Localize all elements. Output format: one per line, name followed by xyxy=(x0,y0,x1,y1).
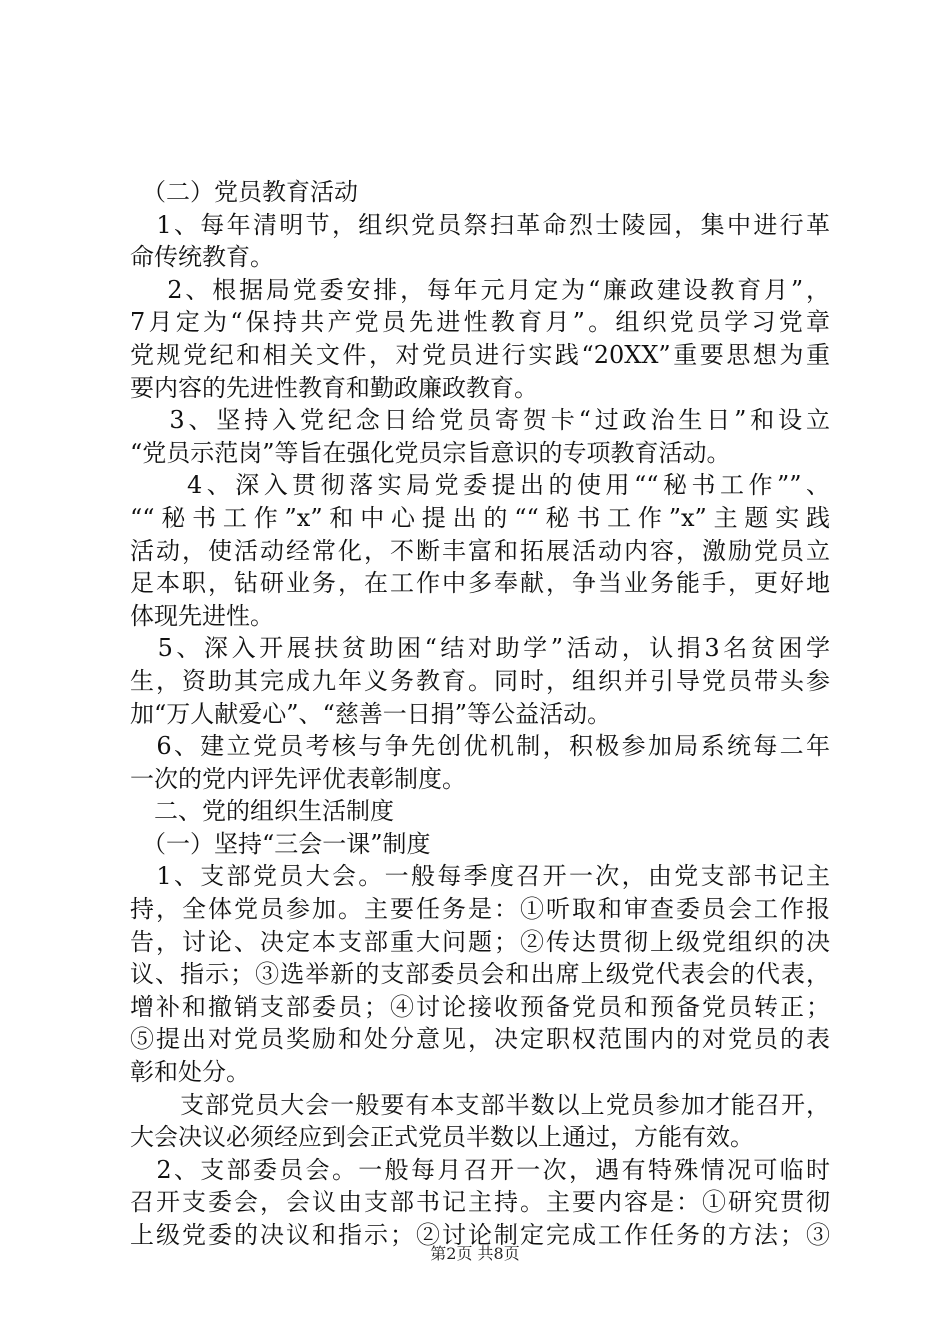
text-line: 告，讨论、决定本支部重大问题；②传达贯彻上级党组织的决 xyxy=(130,927,830,956)
text-line: 4、深入贯彻落实局党委提出的使用““秘书工作””、 xyxy=(130,471,830,500)
text-line: ““秘书工作”x”和中心提出的““秘书工作”x”主题实践 xyxy=(130,503,830,532)
text-line: 活动，使活动经常化，不断丰富和拓展活动内容，激励党员立 xyxy=(130,536,830,565)
text-line: （二）党员教育活动 xyxy=(130,178,358,206)
text-line: 增补和撤销支部委员；④讨论接收预备党员和预备党员转正； xyxy=(130,992,830,1021)
text-line: 1、支部党员大会。一般每季度召开一次，由党支部书记主 xyxy=(130,862,830,891)
text-line: 支部党员大会一般要有本支部半数以上党员参加才能召开， xyxy=(130,1090,830,1119)
text-line: 5、深入开展扶贫助困“结对助学”活动，认捐3名贫困学 xyxy=(130,634,830,663)
text-line: ⑤提出对党员奖励和处分意见，决定职权范围内的对党员的表 xyxy=(130,1025,830,1054)
text-line: 1、每年清明节，组织党员祭扫革命烈士陵园，集中进行革 xyxy=(130,210,830,239)
text-line: 一次的党内评先评优表彰制度。 xyxy=(130,764,466,793)
text-line: 6、建立党员考核与争先创优机制，积极参加局系统每二年 xyxy=(130,732,830,761)
text-line: 上级党委的决议和指示；②讨论制定完成工作任务的方法；③ xyxy=(130,1221,830,1249)
text-line: 议、指示；③选举新的支部委员会和出席上级党代表会的代表， xyxy=(130,960,830,989)
text-line: 3、坚持入党纪念日给党员寄贺卡“过政治生日”和设立 xyxy=(130,406,830,435)
text-line: 持，全体党员参加。主要任务是：①听取和审查委员会工作报 xyxy=(130,895,830,924)
text-line: 命传统教育。 xyxy=(130,243,274,272)
text-line: 加“万人献爱心”、“慈善一日捐”等公益活动。 xyxy=(130,699,612,728)
text-line: 2、支部委员会。一般每月召开一次，遇有特殊情况可临时 xyxy=(130,1155,830,1184)
text-line: 体现先进性。 xyxy=(130,601,274,630)
text-line: （一）坚持“三会一课”制度 xyxy=(130,829,431,858)
text-line: 2、根据局党委安排，每年元月定为“廉政建设教育月”， xyxy=(130,275,830,304)
text-line: 生，资助其完成九年义务教育。同时，组织并引导党员带头参 xyxy=(130,666,830,695)
page-footer: 第2页 共8页 xyxy=(430,1244,520,1263)
document-body xyxy=(130,176,830,1252)
text-line: 召开支委会，会议由支部书记主持。主要内容是：①研究贯彻 xyxy=(130,1188,830,1217)
text-line: “党员示范岗”等旨在强化党员宗旨意识的专项教育活动。 xyxy=(130,438,731,467)
text-line: 足本职，钻研业务，在工作中多奉献，争当业务能手，更好地 xyxy=(130,569,830,598)
text-line: 二、党的组织生活制度 xyxy=(130,797,394,826)
text-line: 党规党纪和相关文件，对党员进行实践“20XX”重要思想为重 xyxy=(130,340,830,369)
text-line: 彰和处分。 xyxy=(130,1058,250,1087)
text-line: 大会决议必须经应到会正式党员半数以上通过，方能有效。 xyxy=(130,1123,754,1152)
text-line: 要内容的先进性教育和勤政廉政教育。 xyxy=(130,373,538,402)
text-line: 7月定为“保持共产党员先进性教育月”。组织党员学习党章 xyxy=(130,308,830,337)
